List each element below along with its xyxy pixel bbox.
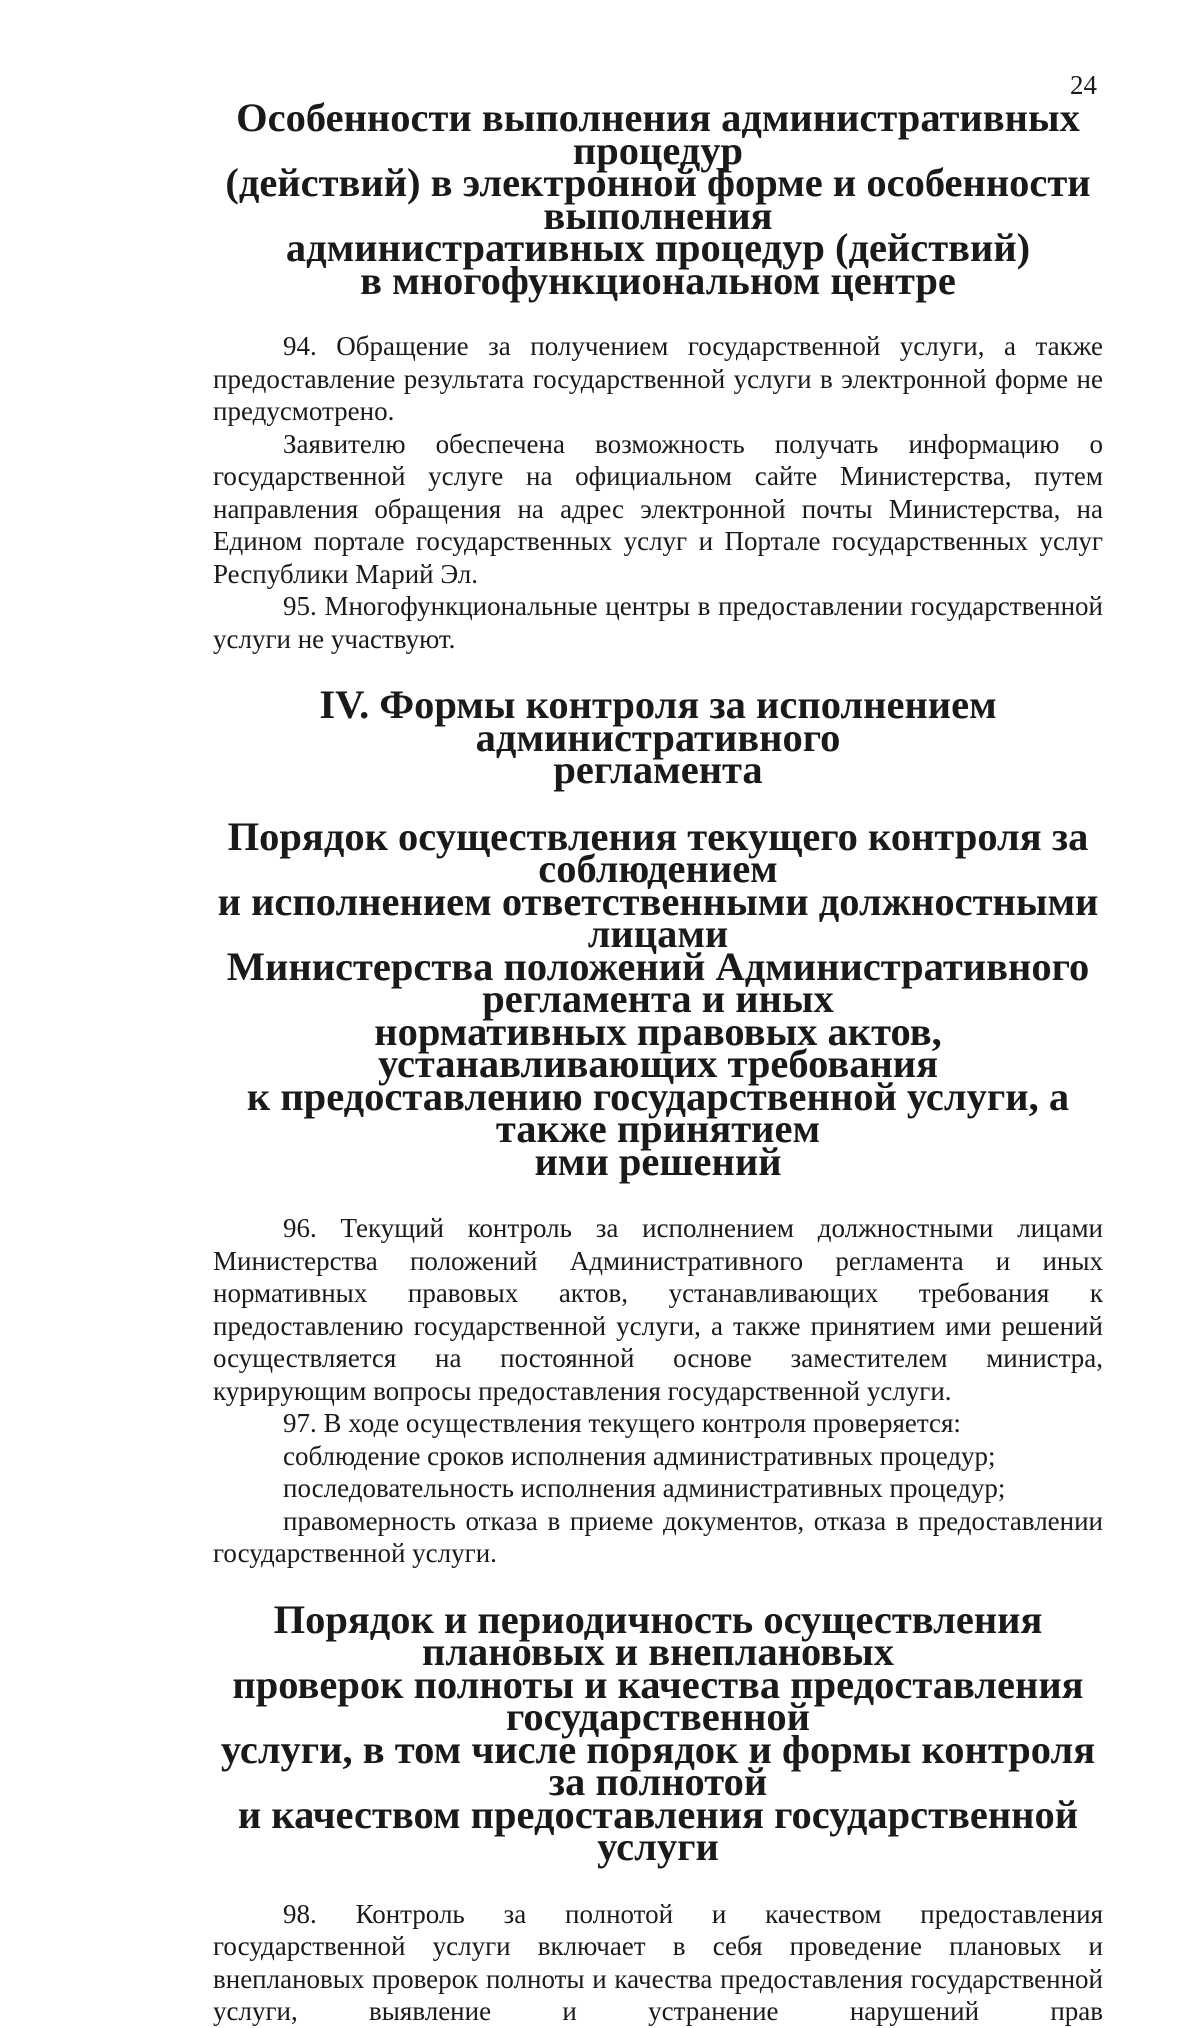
- heading-line: нормативных правовых актов, устанавливающих требования: [374, 1008, 942, 1086]
- heading-line: (действий) в электронной форме и особенности выполнения: [225, 160, 1091, 238]
- heading-line: услуги, в том числе порядок и формы контроля за полнотой: [220, 1726, 1096, 1804]
- page-number: 24: [1070, 70, 1097, 100]
- heading-line: Министерства положений Административного регламента и иных: [226, 943, 1090, 1021]
- section-heading-control-forms: [213, 682, 1103, 792]
- heading-line: IV. Формы контроля за исполнением административного: [319, 682, 997, 760]
- paragraph-97-item-sequence: последовательность исполнения административных процедур;: [283, 1473, 1006, 1503]
- heading-line: в многофункциональном центре: [360, 257, 956, 303]
- heading-line: к предоставлению государственной услуги, а также принятием: [246, 1073, 1070, 1151]
- section-heading-current-control: [213, 813, 1103, 1184]
- heading-line: регламента: [553, 747, 763, 792]
- heading-line: Порядок осуществления текущего контроля за соблюдением: [227, 813, 1089, 891]
- section-heading-inspections: [213, 1596, 1103, 1869]
- paragraph-97-item-refusal: правомерность отказа в приеме документов, отказа в предоставлении государственной услуги.: [213, 1505, 1103, 1568]
- paragraph-97-item-deadlines: соблюдение сроков исполнения административных процедур;: [283, 1440, 996, 1471]
- heading-line: административных процедур (действий): [285, 225, 1031, 270]
- heading-line: Порядок и периодичность осуществления плановых и внеплановых: [273, 1596, 1043, 1674]
- heading-line: Особенности выполнения административных процедур: [236, 95, 1080, 173]
- paragraph-97: 97. В ходе осуществления текущего контроля проверяется:: [283, 1408, 961, 1438]
- paragraph-94: 94. Обращение за получением государственной услуги, а также предоставление результата государственной услуги в электронной форме не предусмотрено.: [213, 331, 1103, 426]
- paragraph-98: 98. Контроль за полнотой и качеством предоставления государственной услуги включает в себя проведение плановых и внеплановых проверок полноты и качества предоставления государственной услуги, выявление и устранение нарушений прав: [213, 1898, 1103, 2026]
- paragraph-94-applicant-info: Заявителю обеспечена возможность получать информацию о государственной услуге на официальном сайте Министерства, путем направления обращения на адрес электронной почты Министерства, на Едином портале государственных услуг и Портале государственных услуг Республики Марий Эл.: [213, 428, 1103, 589]
- paragraph-95: 95. Многофункциональные центры в предоставлении государственной услуги не участвуют.: [213, 591, 1103, 654]
- document-body: [213, 95, 1103, 2028]
- heading-line: проверок полноты и качества предоставления государственной: [232, 1661, 1084, 1739]
- heading-line: и исполнением ответственными должностными лицами: [217, 878, 1099, 956]
- section-heading-electronic-form: [213, 95, 1103, 303]
- heading-line: и качеством предоставления государственной услуги: [237, 1791, 1079, 1869]
- heading-line: ими решений: [534, 1138, 782, 1184]
- paragraph-96: 96. Текущий контроль за исполнением должностными лицами Министерства положений Административного регламента и иных нормативных правовых актов, устанавливающих требования к предоставлению государственной услуги, а также принятием ими решений осуществляется на постоянной основе заместителем министра, курирующим вопросы предоставления государственной услуги.: [213, 1213, 1103, 1406]
